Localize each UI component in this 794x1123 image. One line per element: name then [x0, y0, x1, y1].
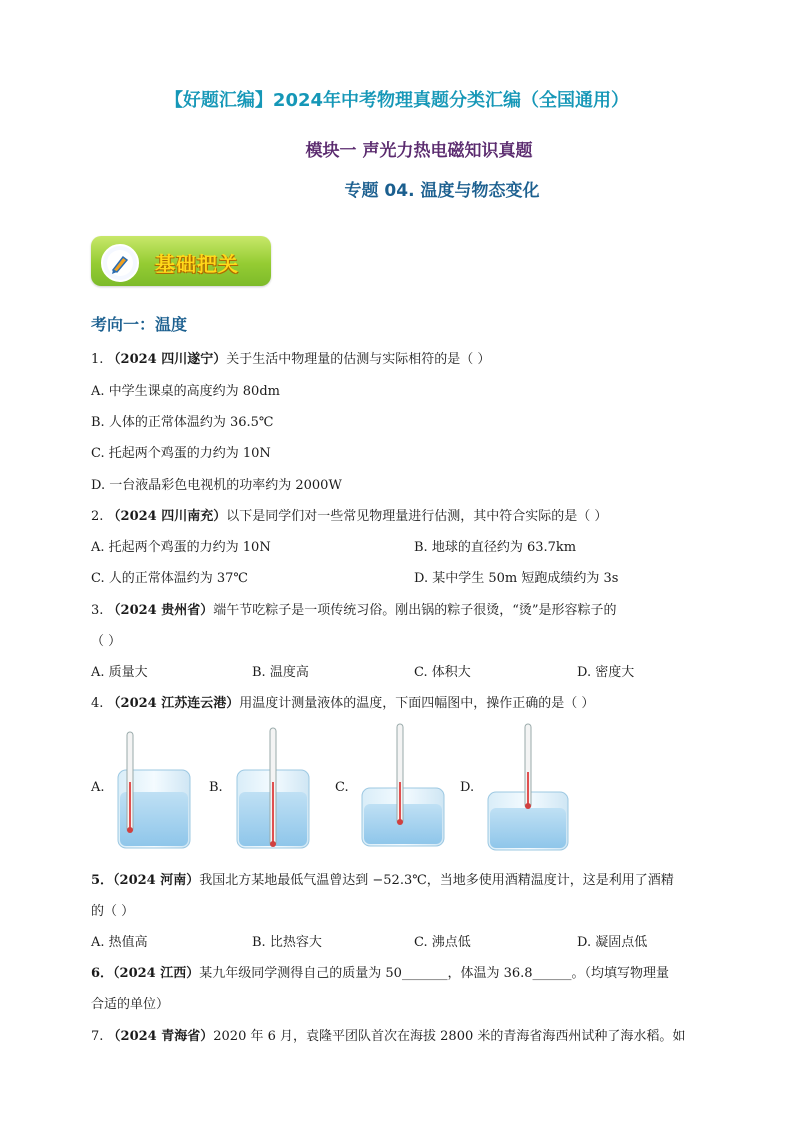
document-title: 【好题汇编】2024年中考物理真题分类汇编（全国通用） [164, 90, 630, 111]
module-title: 模块一 声光力热电磁知识真题 [305, 141, 533, 161]
question-5 [91, 869, 674, 888]
option-3a: A. 质量大 [91, 665, 148, 680]
question-6 [91, 962, 669, 981]
question-source: （2024 青海省） [107, 1029, 214, 1044]
question-source: （2024 江苏连云港） [107, 696, 240, 711]
beaker-c [362, 724, 444, 846]
option-2a: A. 托起两个鸡蛋的力约为 10N [91, 540, 271, 555]
question-2 [91, 505, 607, 524]
question-number: 5． [91, 873, 114, 888]
question-number: 3. [91, 603, 104, 618]
option-5a: A. 热值高 [91, 935, 148, 950]
question-source: （2024 贵州省） [107, 603, 214, 618]
question-number: 6． [91, 966, 114, 981]
beaker-a [118, 732, 190, 848]
pen-icon [101, 244, 139, 282]
option-2d: D. 某中学生 50m 短跑成绩约为 3s [414, 571, 619, 586]
option-1d: D. 一台液晶彩色电视机的功率约为 2000W [91, 478, 342, 493]
section-badge [91, 236, 271, 286]
figure-label-d: D. [460, 780, 475, 795]
option-5b: B. 比热容大 [252, 935, 322, 950]
question-stem: 某九年级同学测得自己的质量为 50_______，体温为 36.8______。（均填写物理量 [199, 966, 670, 981]
thermometer-figures [100, 722, 580, 852]
option-3c: C. 体积大 [414, 665, 471, 680]
question-stem: 端午节吃粽子是一项传统习俗。刚出锅的粽子很烫，“烫”是形容粽子的 [213, 603, 617, 618]
option-2c: C. 人的正常体温约为 37℃ [91, 571, 248, 586]
question-stem: 以下是同学们对一些常见物理量进行估测，其中符合实际的是（ ） [226, 509, 608, 524]
beaker-b [237, 728, 309, 848]
beaker-d [488, 724, 568, 850]
badge-label: 基础把关 [155, 252, 239, 276]
option-1b: B. 人体的正常体温约为 36.5℃ [91, 415, 274, 430]
figure-label-b: B. [209, 780, 223, 795]
question-number: 1. [91, 352, 104, 367]
question-source: （2024 江西） [113, 966, 200, 981]
section-heading: 考向一：温度 [91, 315, 188, 334]
option-1c: C. 托起两个鸡蛋的力约为 10N [91, 446, 271, 461]
question-1 [91, 348, 490, 367]
question-source: （2024 四川南充） [107, 509, 227, 524]
option-3b: B. 温度高 [252, 665, 309, 680]
question-7 [91, 1025, 685, 1044]
figure-label-c: C. [335, 780, 349, 795]
option-5c: C. 沸点低 [414, 935, 471, 950]
topic-title: 专题 04. 温度与物态变化 [344, 181, 540, 201]
question-3-blank: （ ） [91, 634, 122, 649]
question-5-blank: 的（ ） [91, 904, 135, 919]
option-2b: B. 地球的直径约为 63.7km [414, 540, 577, 555]
question-3 [91, 599, 617, 618]
figure-label-a: A. [91, 780, 105, 795]
question-number: 7. [91, 1029, 104, 1044]
question-stem: 用温度计测量液体的温度，下面四幅图中，操作正确的是（ ） [239, 696, 595, 711]
question-source: （2024 河南） [113, 873, 200, 888]
question-4 [91, 692, 594, 711]
question-number: 4. [91, 696, 104, 711]
question-source: （2024 四川遂宁） [107, 352, 227, 367]
option-1a: A. 中学生课桌的高度约为 80dm [91, 384, 280, 399]
option-3d: D. 密度大 [577, 665, 635, 680]
option-5d: D. 凝固点低 [577, 935, 648, 950]
question-number: 2. [91, 509, 104, 524]
question-6-cont: 合适的单位） [91, 997, 170, 1012]
question-stem: 2020 年 6 月，袁隆平团队首次在海拔 2800 米的青海省海西州试种了海水稻。如 [213, 1029, 686, 1044]
question-stem: 关于生活中物理量的估测与实际相符的是（ ） [226, 352, 491, 367]
question-stem: 我国北方某地最低气温曾达到 −52.3℃，当地多使用酒精温度计，这是利用了酒精 [199, 873, 674, 888]
